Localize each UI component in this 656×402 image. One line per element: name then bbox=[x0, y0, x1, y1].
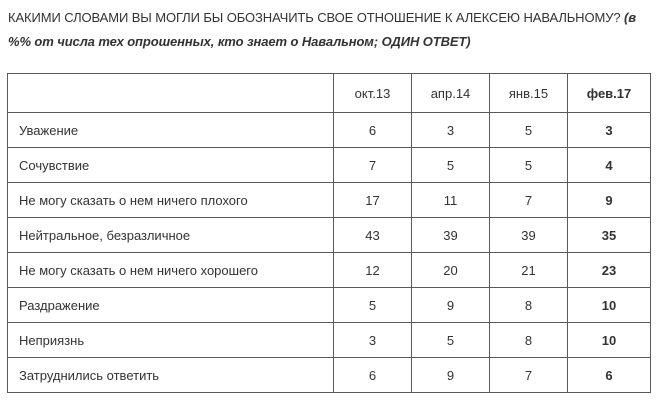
cell-value: 3 bbox=[412, 113, 490, 148]
row-label: Не могу сказать о нем ничего хорошего bbox=[8, 253, 334, 288]
table-header-row bbox=[8, 74, 651, 113]
cell-value-latest: 23 bbox=[568, 253, 651, 288]
row-label: Не могу сказать о нем ничего плохого bbox=[8, 183, 334, 218]
cell-value: 39 bbox=[412, 218, 490, 253]
cell-value-latest: 10 bbox=[568, 288, 651, 323]
header-cell-empty bbox=[8, 74, 334, 113]
row-label: Сочувствие bbox=[8, 148, 334, 183]
cell-value: 7 bbox=[490, 358, 568, 393]
title-subtitle: (в %% от числа тех опрошенных, кто знает о Навальном; ОДИН ОТВЕТ) bbox=[8, 10, 637, 49]
cell-value: 5 bbox=[412, 323, 490, 358]
table-row bbox=[8, 218, 651, 253]
header-cell-apr14: апр.14 bbox=[412, 74, 490, 113]
cell-value: 8 bbox=[490, 288, 568, 323]
cell-value: 5 bbox=[490, 148, 568, 183]
cell-value-latest: 10 bbox=[568, 323, 651, 358]
row-label: Затруднились ответить bbox=[8, 358, 334, 393]
cell-value: 5 bbox=[490, 113, 568, 148]
cell-value: 20 bbox=[412, 253, 490, 288]
cell-value: 17 bbox=[334, 183, 412, 218]
page-title bbox=[8, 6, 648, 54]
table-row bbox=[8, 288, 651, 323]
cell-value: 5 bbox=[412, 148, 490, 183]
cell-value: 8 bbox=[490, 323, 568, 358]
cell-value: 9 bbox=[412, 358, 490, 393]
row-label: Неприязнь bbox=[8, 323, 334, 358]
cell-value-latest: 9 bbox=[568, 183, 651, 218]
cell-value: 6 bbox=[334, 358, 412, 393]
cell-value: 5 bbox=[334, 288, 412, 323]
cell-value: 3 bbox=[334, 323, 412, 358]
cell-value: 7 bbox=[490, 183, 568, 218]
header-cell-jan15: янв.15 bbox=[490, 74, 568, 113]
table-row bbox=[8, 113, 651, 148]
cell-value-latest: 6 bbox=[568, 358, 651, 393]
row-label: Раздражение bbox=[8, 288, 334, 323]
header-cell-feb17: фев.17 bbox=[568, 74, 651, 113]
row-label: Нейтральное, безразличное bbox=[8, 218, 334, 253]
survey-table bbox=[7, 73, 651, 393]
title-main: КАКИМИ СЛОВАМИ ВЫ МОГЛИ БЫ ОБОЗНАЧИТЬ СВОЕ ОТНОШЕНИЕ К АЛЕКСЕЮ НАВАЛЬНОМУ? bbox=[8, 10, 621, 25]
cell-value: 21 bbox=[490, 253, 568, 288]
table-row bbox=[8, 253, 651, 288]
row-label: Уважение bbox=[8, 113, 334, 148]
cell-value-latest: 3 bbox=[568, 113, 651, 148]
table-row bbox=[8, 183, 651, 218]
table-row bbox=[8, 358, 651, 393]
table-row bbox=[8, 323, 651, 358]
cell-value: 43 bbox=[334, 218, 412, 253]
cell-value: 12 bbox=[334, 253, 412, 288]
cell-value: 9 bbox=[412, 288, 490, 323]
cell-value: 39 bbox=[490, 218, 568, 253]
table-row bbox=[8, 148, 651, 183]
cell-value-latest: 35 bbox=[568, 218, 651, 253]
cell-value-latest: 4 bbox=[568, 148, 651, 183]
cell-value: 11 bbox=[412, 183, 490, 218]
cell-value: 7 bbox=[334, 148, 412, 183]
cell-value: 6 bbox=[334, 113, 412, 148]
header-cell-oct13: окт.13 bbox=[334, 74, 412, 113]
